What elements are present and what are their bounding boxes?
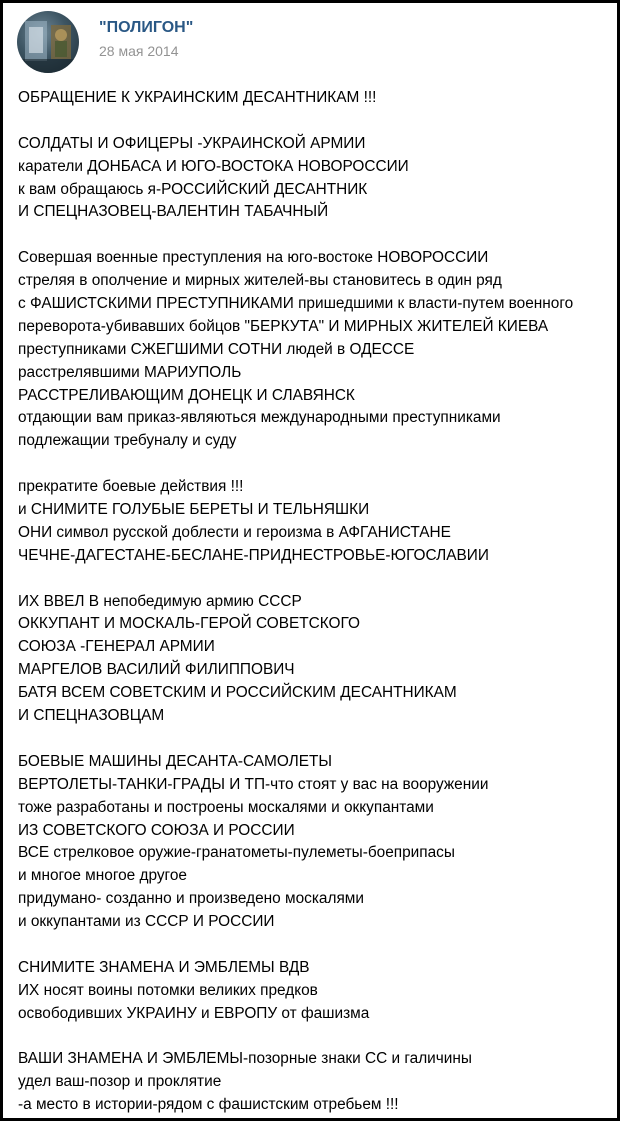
post-text-line: И СПЕЦНАЗОВЕЦ-ВАЛЕНТИН ТАБАЧНЫЙ xyxy=(18,203,329,221)
post-text-line: тоже разработаны и построены москалями и оккупантами xyxy=(18,798,434,816)
post-text-line: ЧЕЧНЕ-ДАГЕСТАНЕ-БЕСЛАНЕ-ПРИДНЕСТРОВЬЕ-ЮГОСЛАВИИ xyxy=(18,546,489,564)
post-text-line: подлежащии требуналу и суду xyxy=(18,432,237,450)
post-text-line: ИЗ СОВЕТСКОГО СОЮЗА И РОССИИ xyxy=(18,821,295,839)
post-date[interactable]: 28 мая 2014 xyxy=(99,43,179,59)
post-text-line: стреляя в ополчение и мирных жителей-вы становитесь в один ряд xyxy=(18,272,502,290)
post-text-line: ИХ носят воины потомки великих предков xyxy=(18,981,318,999)
post-text-line: Совершая военные преступления на юго-востоке НОВОРОССИИ xyxy=(18,249,489,267)
avatar[interactable] xyxy=(17,11,79,73)
paragraph-gap xyxy=(18,110,616,133)
post-text xyxy=(18,87,616,1117)
paragraph-gap xyxy=(18,1026,616,1049)
post-text-line: и многое многое другое xyxy=(18,867,187,885)
post-text-line: переворота-убивавших бойцов "БЕРКУТА" И МИРНЫХ ЖИТЕЛЕЙ КИЕВА xyxy=(18,317,549,335)
post-text-line: ВАШИ ЗНАМЕНА И ЭМБЛЕМЫ-позорные знаки СС и галичины xyxy=(18,1050,472,1068)
post-text-line: БОЕВЫЕ МАШИНЫ ДЕСАНТА-САМОЛЕТЫ xyxy=(18,752,333,770)
post-text-line: каратели ДОНБАСА И ЮГО-ВОСТОКА НОВОРОССИИ xyxy=(18,157,409,175)
author-name[interactable]: "ПОЛИГОН" xyxy=(99,19,194,36)
post-text-line: МАРГЕЛОВ ВАСИЛИЙ ФИЛИППОВИЧ xyxy=(18,661,295,679)
post-text-line: преступниками СЖЕГШИМИ СОТНИ людей в ОДЕССЕ xyxy=(18,340,415,358)
post-text-line: прекратите боевые действия !!! xyxy=(18,478,244,496)
post-text-line: РАССТРЕЛИВАЮЩИМ ДОНЕЦК И СЛАВЯНСК xyxy=(18,386,355,404)
paragraph-gap xyxy=(18,934,616,957)
post-text-line: ВЕРТОЛЕТЫ-ТАНКИ-ГРАДЫ И ТП-что стоят у вас на вооружении xyxy=(18,775,489,793)
post-text-line: удел ваш-позор и проклятие xyxy=(18,1073,222,1091)
post-text-line: расстрелявшими МАРИУПОЛЬ xyxy=(18,363,242,381)
paragraph-gap xyxy=(18,728,616,751)
post-text-line: отдающии вам приказ-являються международными преступниками xyxy=(18,409,501,427)
post-text-line: СОЛДАТЫ И ОФИЦЕРЫ -УКРАИНСКОЙ АРМИИ xyxy=(18,134,366,152)
post-text-line: СОЮЗА -ГЕНЕРАЛ АРМИИ xyxy=(18,638,215,656)
post-text-line: ОККУПАНТ И МОСКАЛЬ-ГЕРОЙ СОВЕТСКОГО xyxy=(18,615,360,633)
post-text-line: ИХ ВВЕЛ В непобедимую армию СССР xyxy=(18,592,302,610)
paragraph-gap xyxy=(18,224,616,247)
post-text-line: придумано- созданно и произведено москалями xyxy=(18,890,364,908)
post-text-line: ОБРАЩЕНИЕ К УКРАИНСКИМ ДЕСАНТНИКАМ !!! xyxy=(18,89,377,106)
paragraph-gap xyxy=(18,453,616,476)
post-header xyxy=(17,11,607,75)
post-text-line: ОНИ символ русской доблести и героизма в АФГАНИСТАНЕ xyxy=(18,523,451,541)
post-text-line: и СНИМИТЕ ГОЛУБЫЕ БЕРЕТЫ И ТЕЛЬНЯШКИ xyxy=(18,501,370,519)
post-text-line: к вам обращаюсь я-РОССИЙСКИЙ ДЕСАНТНИК xyxy=(18,180,368,198)
post-text-line: и оккупантами из СССР И РОССИИ xyxy=(18,913,275,931)
post-text-line: БАТЯ ВСЕМ СОВЕТСКИМ И РОССИЙСКИМ ДЕСАНТНИКАМ xyxy=(18,684,457,702)
post-text-line: с ФАШИСТСКИМИ ПРЕСТУПНИКАМИ пришедшими к власти-путем военного xyxy=(18,295,574,313)
post-text-line: -а место в истории-рядом с фашистским отребьем !!! xyxy=(18,1096,399,1114)
paragraph-gap xyxy=(18,568,616,591)
post-text-line: СНИМИТЕ ЗНАМЕНА И ЭМБЛЕМЫ ВДВ xyxy=(18,958,310,976)
post-text-line: ВСЕ стрелковое оружие-гранатометы-пулеметы-боеприпасы xyxy=(18,844,455,862)
post-text-line: И СПЕЦНАЗОВЦАМ xyxy=(18,707,165,725)
post-text-line: освободивших УКРАИНУ и ЕВРОПУ от фашизма xyxy=(18,1004,370,1022)
group-avatar-icon xyxy=(17,11,79,73)
